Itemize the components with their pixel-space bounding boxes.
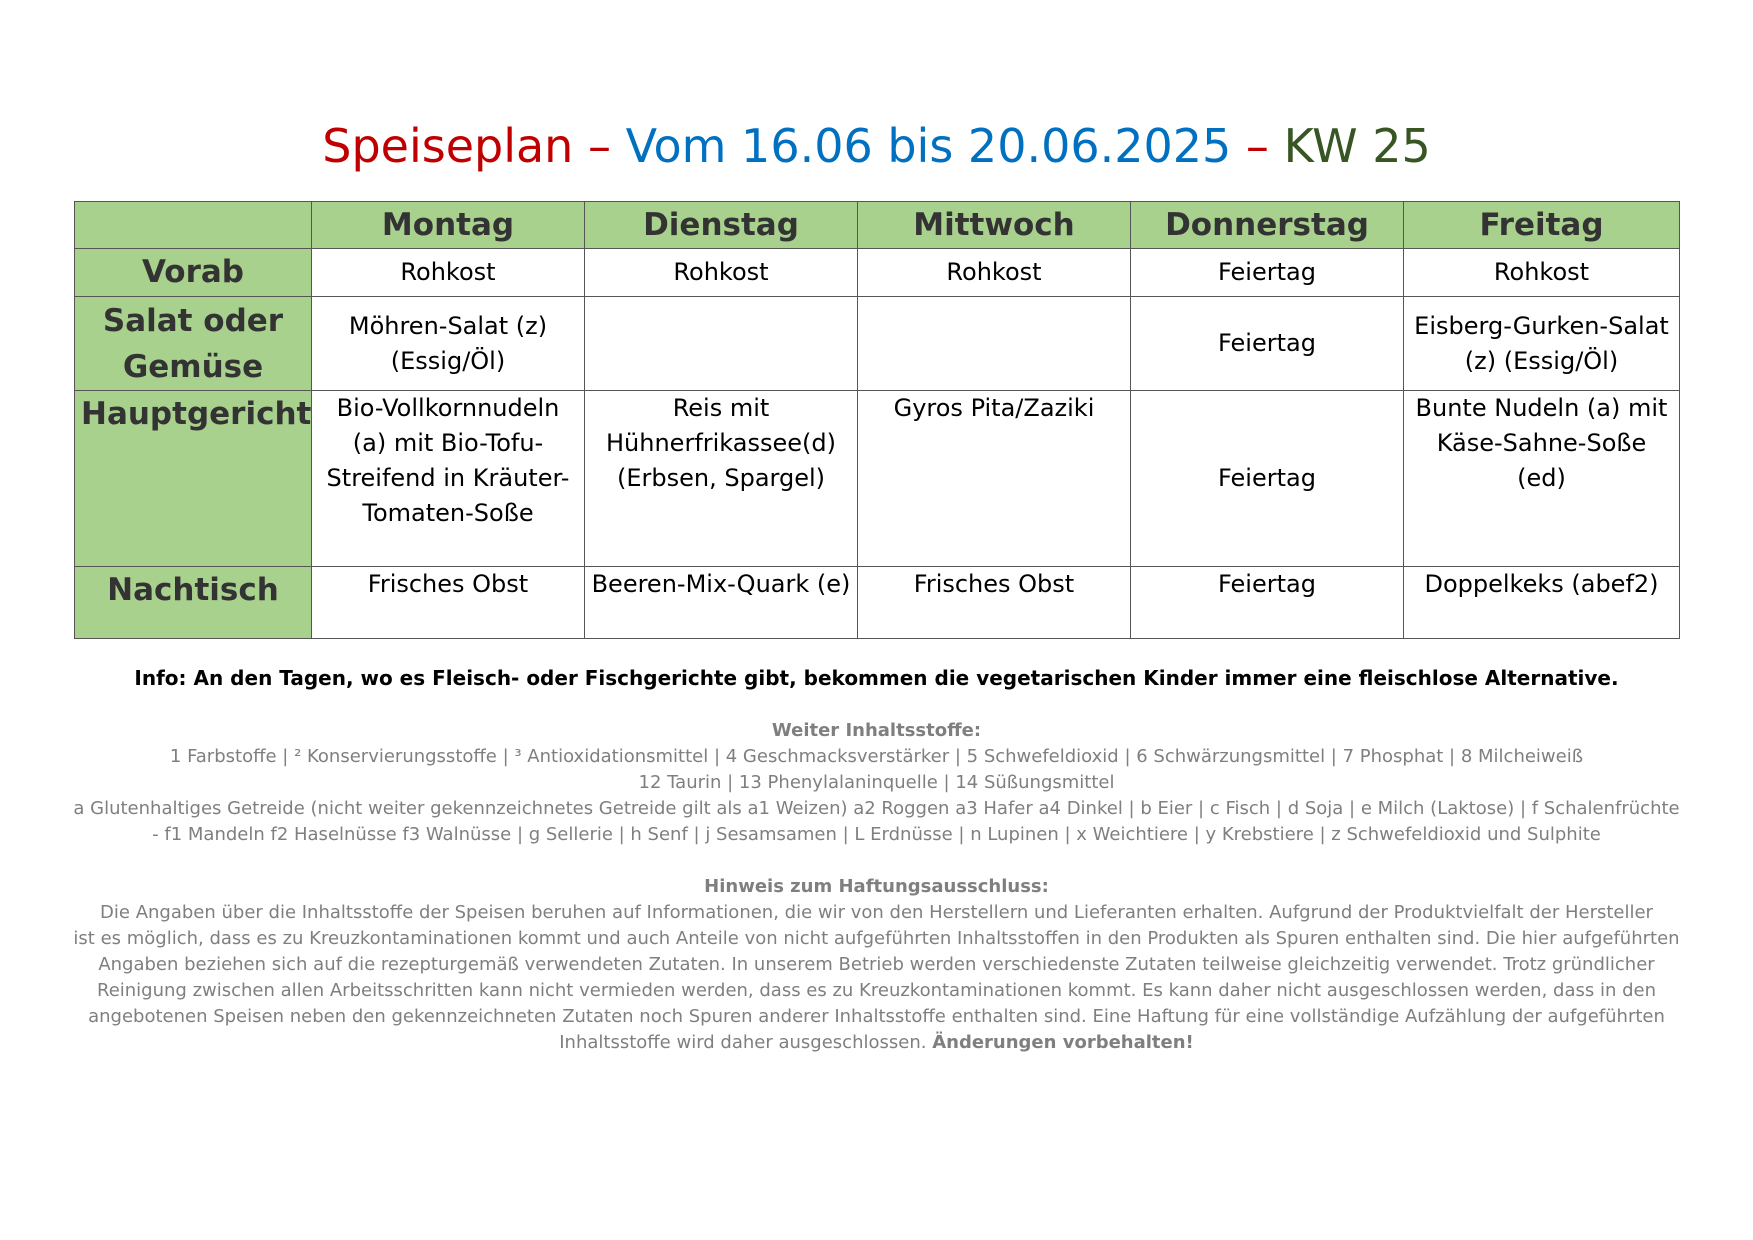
table-header-row — [75, 202, 1680, 249]
disclaimer-line: angebotenen Speisen neben den gekennzeichneten Zutaten noch Spuren anderer Inhaltsstoffe enthalten sind. Eine Haftung für eine vollständige Aufzählung der aufgeführten — [88, 1006, 1665, 1027]
cell-nachtisch-freitag: Doppelkeks (abef2) — [1404, 567, 1680, 639]
row-label-nachtisch: Nachtisch — [75, 567, 312, 639]
row-label-salat: Salat oder Gemüse — [75, 297, 312, 391]
page-title — [0, 116, 1753, 176]
disclaimer-line: Reinigung zwischen allen Arbeitsschritten kann nicht vermieden werden, dass es zu Kreuzkontaminationen kommt. Es kann daher nicht ausgeschlossen werden, dass in den — [97, 980, 1656, 1001]
cell-hauptgericht-montag: Bio-Vollkornnudeln (a) mit Bio-Tofu-Streifend in Kräuter-Tomaten-Soße — [312, 391, 585, 567]
cell-vorab-dienstag: Rohkost — [585, 249, 858, 297]
title-separator-2: – — [1231, 119, 1284, 173]
additives-heading: Weiter Inhaltsstoffe: — [771, 720, 982, 741]
cell-salat-montag: Möhren-Salat (z) (Essig/Öl) — [312, 297, 585, 391]
additives-line: - f1 Mandeln f2 Haselnüsse f3 Walnüsse | g Sellerie | h Senf | j Sesamsamen | L Erdnüsse | n Lupinen | x Weichtiere | y Krebstiere | z Schwefeldioxid und Sulphite — [152, 824, 1601, 845]
disclaimer-section — [70, 874, 1683, 1056]
title-week: KW 25 — [1283, 119, 1431, 173]
disclaimer-line: ist es möglich, dass es zu Kreuzkontaminationen kommt und auch Anteile von nicht aufgeführten Inhaltsstoffen in den Produkten als Spuren enthalten sind. Die hier aufgeführten — [73, 928, 1680, 949]
disclaimer-heading: Hinweis zum Haftungsausschluss: — [704, 876, 1049, 897]
cell-nachtisch-montag: Frisches Obst — [312, 567, 585, 639]
additives-line: a Glutenhaltiges Getreide (nicht weiter gekennzeichnetes Getreide gilt als a1 Weizen) a2 Roggen a3 Hafer a4 Dinkel | b Eier | c Fisch | d Soja | e Milch (Laktose) | f Schalenfrüchte — [73, 798, 1680, 819]
changes-reserved: Änderungen vorbehalten! — [932, 1032, 1194, 1053]
cell-hauptgericht-mittwoch: Gyros Pita/Zaziki — [858, 391, 1131, 567]
cell-vorab-donnerstag: Feiertag — [1131, 249, 1404, 297]
menu-table — [74, 201, 1680, 639]
cell-hauptgericht-freitag: Bunte Nudeln (a) mit Käse-Sahne-Soße (ed) — [1404, 391, 1680, 567]
table-row-nachtisch — [75, 567, 1680, 639]
header-day-dienstag: Dienstag — [585, 202, 858, 249]
row-label-hauptgericht: Hauptgericht — [75, 391, 312, 567]
cell-salat-freitag: Eisberg-Gurken-Salat (z) (Essig/Öl) — [1404, 297, 1680, 391]
cell-nachtisch-donnerstag: Feiertag — [1131, 567, 1404, 639]
cell-vorab-freitag: Rohkost — [1404, 249, 1680, 297]
title-date-range: Vom 16.06 bis 20.06.2025 — [625, 119, 1232, 173]
cell-vorab-mittwoch: Rohkost — [858, 249, 1131, 297]
disclaimer-line: Angaben beziehen sich auf die rezepturgemäß verwendeten Zutaten. In unserem Betrieb werden verschiedenste Zutaten teilweise gleichzeitig verwendet. Trotz gründlicher — [98, 954, 1655, 975]
cell-hauptgericht-donnerstag: Feiertag — [1131, 391, 1404, 567]
additives-section — [70, 718, 1683, 848]
title-speiseplan: Speiseplan — [322, 119, 574, 173]
row-label-vorab: Vorab — [75, 249, 312, 297]
header-day-freitag: Freitag — [1404, 202, 1680, 249]
cell-salat-donnerstag: Feiertag — [1131, 297, 1404, 391]
header-day-donnerstag: Donnerstag — [1131, 202, 1404, 249]
cell-salat-dienstag — [585, 297, 858, 391]
cell-hauptgericht-dienstag: Reis mit Hühnerfrikassee(d) (Erbsen, Spargel) — [585, 391, 858, 567]
header-day-mittwoch: Mittwoch — [858, 202, 1131, 249]
disclaimer-line: Die Angaben über die Inhaltsstoffe der Speisen beruhen auf Informationen, die wir von den Herstellern und Lieferanten erhalten. Aufgrund der Produktvielfalt der Hersteller — [100, 902, 1653, 923]
header-corner — [75, 202, 312, 249]
additives-line: 1 Farbstoffe | ² Konservierungsstoffe | ³ Antioxidationsmittel | 4 Geschmacksverstärker | 5 Schwefeldioxid | 6 Schwärzungsmittel | 7 Phosphat | 8 Milcheiweiß — [169, 746, 1584, 767]
disclaimer-text: Inhaltsstoffe wird daher ausgeschlossen. — [559, 1032, 927, 1053]
cell-nachtisch-dienstag: Beeren-Mix-Quark (e) — [585, 567, 858, 639]
info-note: Info: An den Tagen, wo es Fleisch- oder Fischgerichte gibt, bekommen die vegetarischen Kinder immer eine fleischlose Alternative. — [134, 666, 1619, 690]
disclaimer-line-last — [70, 1030, 1683, 1056]
cell-nachtisch-mittwoch: Frisches Obst — [858, 567, 1131, 639]
header-day-montag: Montag — [312, 202, 585, 249]
cell-vorab-montag: Rohkost — [312, 249, 585, 297]
table-row-salat — [75, 297, 1680, 391]
table-row-vorab — [75, 249, 1680, 297]
title-separator-1: – — [573, 119, 626, 173]
additives-line: 12 Taurin | 13 Phenylalaninquelle | 14 Süßungsmittel — [638, 772, 1115, 793]
cell-salat-mittwoch — [858, 297, 1131, 391]
table-row-hauptgericht — [75, 391, 1680, 567]
